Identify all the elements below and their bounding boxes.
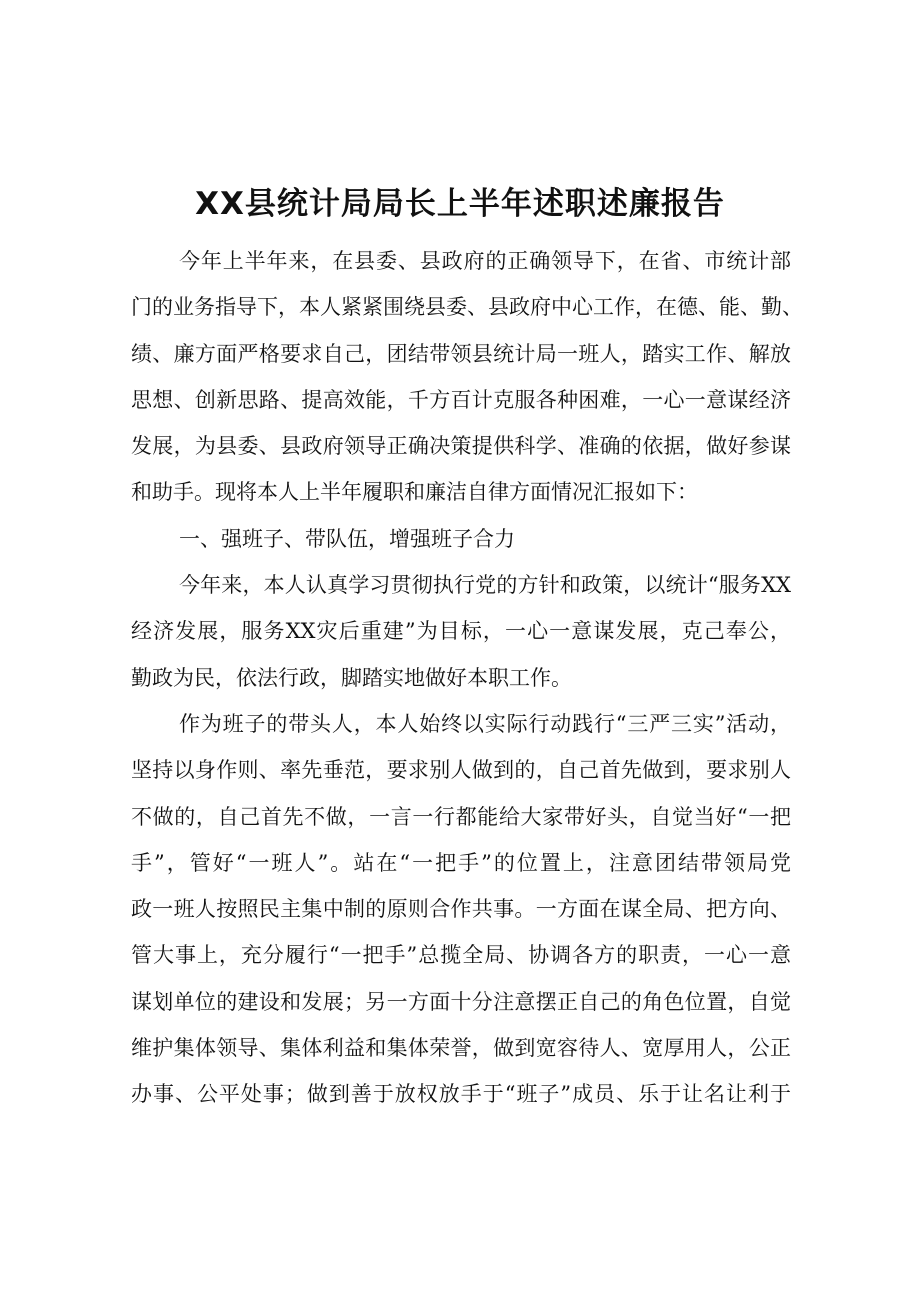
paragraph-line: 不做的，自己首先不做，一言一行都能给大家带好头，自觉当好“一把 [131,804,791,829]
paragraph-line: 作为班子的带头人，本人始终以实际行动践行“三严三实”活动， [179,711,791,736]
paragraph-line: 政一班人按照民主集中制的原则合作共事。一方面在谋全局、把方向、 [131,897,791,922]
paragraph-line: 门的业务指导下，本人紧紧围绕县委、县政府中心工作，在德、能、勤、 [131,295,803,320]
paragraph-line: 管大事上，充分履行“一把手”总揽全局、协调各方的职责，一心一意 [131,943,791,968]
paragraph-line: 办事、公平处事；做到善于放权放手于“班子”成员、乐于让名让利于 [131,1082,791,1107]
paragraph-line: 维护集体领导、集体利益和集体荣誉，做到宽容待人、宽厚用人，公正 [131,1036,791,1061]
paragraph-line: 勤政为民，依法行政，脚踏实地做好本职工作。 [131,665,572,690]
paragraph-line: 今年上半年来，在县委、县政府的正确领导下，在省、市统计部 [179,249,791,273]
paragraph-line: 绩、廉方面严格要求自己，团结带领县统计局一班人，踏实工作、解放 [131,341,791,366]
paragraph-line: 经济发展，服务XX灾后重建”为目标，一心一意谋发展，克己奉公， [131,619,791,644]
paragraph-line: 发展，为县委、县政府领导正确决策提供科学、准确的依据，做好参谋 [131,434,791,459]
document-body [131,246,803,1126]
section-heading: 一、强班子、带队伍，增强班子合力 [179,526,515,551]
document-title: XX县统计局局长上半年述职述廉报告 [195,186,725,222]
paragraph-line: 今年来，本人认真学习贯彻执行党的方针和政策，以统计“服务XX [179,573,791,598]
paragraph-line: 谋划单位的建设和发展；另一方面十分注意摆正自己的角色位置，自觉 [131,989,791,1014]
paragraph-line: 思想、创新思路、提高效能，千方百计克服各种困难，一心一意谋经济 [131,387,791,412]
paragraph-line: 和助手。现将本人上半年履职和廉洁自律方面情况汇报如下： [131,480,698,505]
paragraph-line: 手”，管好“一班人”。站在“一把手”的位置上，注意团结带领局党 [131,850,791,875]
paragraph-line: 坚持以身作则、率先垂范，要求别人做到的，自己首先做到，要求别人 [131,758,791,783]
